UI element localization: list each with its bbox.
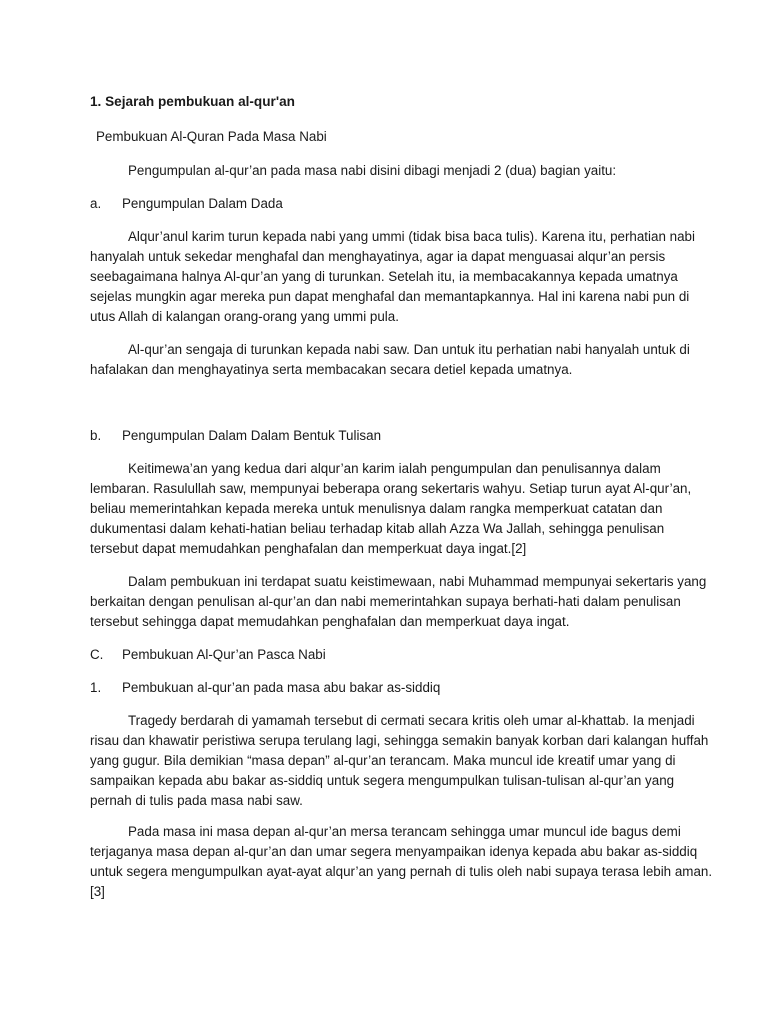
section-1-p1-line: risau dan khawatir peristiwa serupa terulang lagi, sehingga semakin banyak korban dari kalangan huffah [90,733,709,748]
document-subtitle: Pembukuan Al-Quran Pada Masa Nabi [96,129,327,144]
section-b-p1-line: lembaran. Rasulullah saw, mempunyai beberapa orang sekertaris wahyu. Setiap turun ayat Al-qur’an, [90,481,692,496]
section-1-p1-line: yang gugur. Bila demikian “masa depan” al-qur’an terancam. Maka muncul ide kreatif umar yang di [90,753,676,768]
document-title: 1. Sejarah pembukuan al-qur'an [90,94,295,109]
section-1-p2-line: [3] [90,884,105,899]
section-a-heading [90,194,283,214]
section-b-p2-line: berkaitan dengan penulisan al-qur’an dan nabi memerintahkan supaya berhati-hati dalam penulisan [90,594,681,609]
section-1-p2-line: Pada masa ini masa depan al-qur’an mersa terancam sehingga umar muncul ide bagus demi [128,824,681,839]
section-a-p1-line: seebagaimana halnya Al-qur’an yang di turunkan. Setelah itu, ia membacakannya kepada umatnya [90,269,678,284]
section-c-title: Pembukuan Al-Qur’an Pasca Nabi [122,647,326,662]
section-1-title: Pembukuan al-qur’an pada masa abu bakar as-siddiq [122,680,441,695]
section-b-heading [90,426,381,446]
section-a-p1-line: utus Allah di kalangan orang-orang yang ummi pula. [90,309,399,324]
section-a-p1-line: sejelas mungkin agar mereka pun dapat menghafal dan memantapkannya. Hal ini karena nabi pun di [90,289,690,304]
section-b-label: b. [90,428,102,443]
section-b-p1-line: Keitimewa’an yang kedua dari alqur’an karim ialah pengumpulan dan penulisannya dalam [128,461,661,476]
section-b-p1-line: dukumentasi dalam kehati-hatian beliau terhadap kitab allah Azza Wa Jallah, sehingga penulisan [90,521,665,536]
section-b-title: Pengumpulan Dalam Dalam Bentuk Tulisan [122,428,382,443]
section-a-p2-line: hafalakan dan menghayatinya serta membacakan secara detiel kepada umatnya. [90,362,573,377]
section-1-p1-line: Tragedy berdarah di yamamah tersebut di cermati secara kritis oleh umar al-khattab. Ia menjadi [128,713,695,728]
section-b-p1-line: beliau memerintahkan kepada mereka untuk menulisnya dalam rangka memperkuat catatan dan [90,501,663,516]
section-a-p1-line: Alqur’anul karim turun kepada nabi yang ummi (tidak bisa baca tulis). Karena itu, perhatian nabi [128,229,695,244]
section-a-p1-line: hanyalah untuk sekedar menghafal dan menghayatinya, agar ia dapat menguasai alqur’an persis [90,249,666,264]
section-a-p2-line: Al-qur’an sengaja di turunkan kepada nabi saw. Dan untuk itu perhatian nabi hanyalah untuk di [128,342,690,357]
section-c-heading [90,645,326,665]
section-1-label: 1. [90,680,102,695]
section-1-p1-line: pernah di tulis pada masa nabi saw. [90,793,303,808]
section-a-title: Pengumpulan Dalam Dada [122,196,283,211]
section-1-p2-line: untuk segera mengumpulkan ayat-ayat alqur’an yang pernah di tulis oleh nabi supaya terasa lebih aman. [90,864,713,879]
section-a-label: a. [90,196,102,211]
section-b-p2-line: tersebut sehingga dapat memudahkan penghafalan dan memperkuat daya ingat. [90,614,570,629]
section-b-p1-line: tersebut dapat memudahkan penghafalan dan memperkuat daya ingat.[2] [90,541,527,556]
section-1-heading [90,678,440,698]
section-c-label: C. [90,647,104,662]
intro-paragraph: Pengumpulan al-qur’an pada masa nabi disini dibagi menjadi 2 (dua) bagian yaitu: [128,163,617,178]
section-1-p2-line: terjaganya masa depan al-qur’an dan umar segera menyampaikan idenya kepada abu bakar as-siddiq [90,844,698,859]
section-b-p2-line: Dalam pembukuan ini terdapat suatu keistimewaan, nabi Muhammad mempunyai sekertaris yang [128,574,707,589]
section-1-p1-line: sampaikan kepada abu bakar as-siddiq untuk segera mengumpulkan tulisan-tulisan al-qur’an yang [90,773,675,788]
